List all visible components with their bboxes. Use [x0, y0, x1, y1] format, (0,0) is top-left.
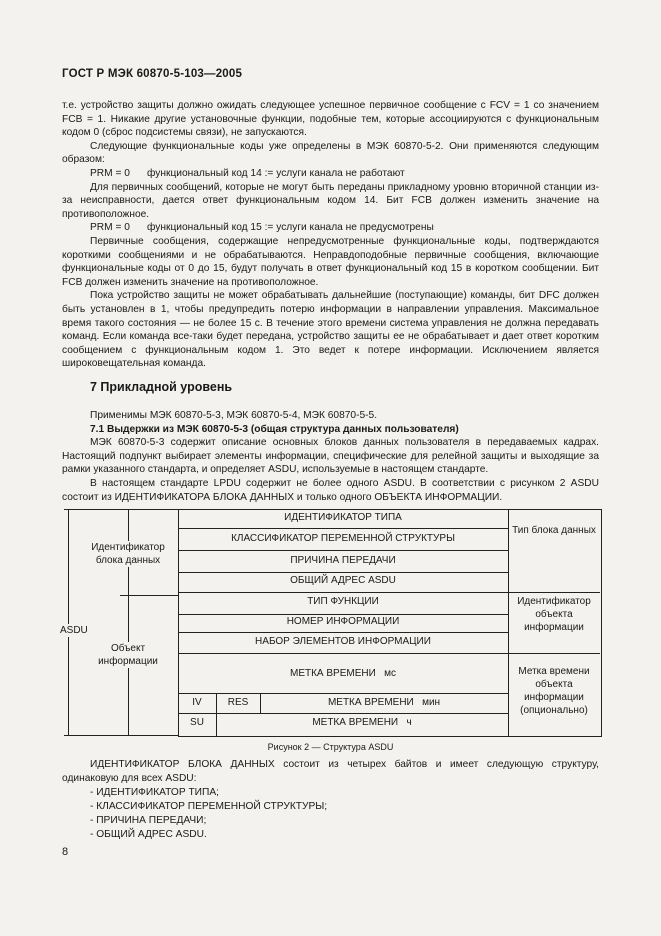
- list-item: - ПРИЧИНА ПЕРЕДАЧИ;: [90, 815, 207, 826]
- paragraph: Применимы МЭК 60870-5-3, МЭК 60870-5-4, МЭК 60870-5-5.: [90, 410, 378, 421]
- row-line: [178, 614, 508, 615]
- cell-res: RES: [227, 697, 249, 708]
- section-title: 7 Прикладной уровень: [90, 380, 233, 394]
- paragraph: Первичные сообщения, содержащие непредусмотренные функциональные коды, подтверждаются короткими сообщениями и не обрабатываются. Неправдоподобные первичные сообщения, включающие функциональные коды от 0 до 15, будут получать в ответ функциональный код 15 в коротком сообщении. Бит FCB должен изменить значение на противоположное.: [62, 235, 599, 288]
- row-line: [178, 653, 600, 654]
- row-info-elements: НАБОР ЭЛЕМЕНТОВ ИНФОРМАЦИИ: [255, 636, 431, 647]
- figure-caption: Рисунок 2 — Структура ASDU: [267, 742, 394, 752]
- prm-code: PRM = 0: [90, 222, 130, 234]
- row-line: [178, 528, 508, 529]
- block-id-label: Идентификатор блока данных: [80, 541, 176, 567]
- leader-line: [120, 595, 178, 596]
- paragraph: ИДЕНТИФИКАТОР БЛОКА ДАННЫХ состоит из четырех байтов и имеет следующую структуру, одинаковую для всех ASDU:: [62, 759, 599, 784]
- prm-code: PRM = 0: [90, 167, 130, 179]
- document-header: ГОСТ Р МЭК 60870-5-103—2005: [62, 68, 243, 80]
- timestamp-label: Метка времени объекта информации (опционально): [518, 666, 590, 716]
- prm-line: [62, 167, 599, 181]
- leader-line: [64, 735, 178, 736]
- row-info-number: НОМЕР ИНФОРМАЦИИ: [286, 616, 400, 627]
- page-number: 8: [62, 846, 69, 858]
- row-function-type: ТИП ФУНКЦИИ: [307, 596, 379, 607]
- list-item: - КЛАССИФИКАТОР ПЕРЕМЕННОЙ СТРУКТУРЫ;: [90, 801, 328, 812]
- asdu-bracket-line: [68, 510, 69, 736]
- info-object-label: Объект информации: [90, 642, 166, 668]
- after-figure-text: [62, 758, 599, 842]
- row-cot: ПРИЧИНА ПЕРЕДАЧИ: [290, 555, 396, 566]
- upper-text-block: [62, 99, 599, 371]
- cell-iv: IV: [192, 697, 202, 708]
- row-type-id: ИДЕНТИФИКАТОР ТИПА: [284, 512, 402, 523]
- paragraph: В настоящем стандарте LPDU содержит не более одного ASDU. В соответствии с рисунком 2 ASDU состоит из ИДЕНТИФИКАТОРА БЛОКА ДАННЫХ и только одного ОБЪЕКТА ИНФОРМАЦИИ.: [62, 477, 599, 503]
- row-common-address: ОБЩИЙ АДРЕС ASDU: [290, 575, 396, 586]
- subsection-title: 7.1 Выдержки из МЭК 60870-5-3 (общая структура данных пользователя): [90, 423, 459, 435]
- row-vsq: КЛАССИФИКАТОР ПЕРЕМЕННОЙ СТРУКТУРЫ: [231, 533, 455, 544]
- asdu-structure-figure: [60, 506, 600, 738]
- paragraph: Пока устройство защиты не может обрабатывать дальнейшие (поступающие) команды, бит DFC должен быть установлен в 1, чтобы предупредить потерю информации в направлении управления. Максимальное время такого состояния — не более 15 с. В течение этого времени система управления не должна передавать команд. Если команда все-таки будет передана, устройство защиты ее не обрабатывает и дает ответ коротким сообщением с функциональным кодом 1. Это ведет к потере информации. Исключением является широковещательная команда.: [62, 290, 599, 370]
- paragraph: т.е. устройство защиты должно ожидать следующее успешное первичное сообщение с FCV = 1 со значением FCB = 1. Никакие другие установочные функции, подобные тем, которые ассоциируются с функциональным кодом 0 (сброс подсистемы связи), не запускаются.: [62, 100, 599, 139]
- prm-line: [62, 221, 599, 235]
- list-item: - ИДЕНТИФИКАТОР ТИПА;: [90, 787, 219, 798]
- row-timestamp-ms: МЕТКА ВРЕМЕНИ мс: [289, 668, 396, 679]
- prm-text: функциональный код 14 := услуги канала не работают: [147, 167, 405, 179]
- cell-timestamp-min: МЕТКА ВРЕМЕНИ мин: [327, 697, 441, 708]
- cell-su: SU: [190, 717, 204, 728]
- row-line: [178, 592, 600, 593]
- leader-line: [64, 509, 178, 510]
- paragraph: Следующие функциональные коды уже определены в МЭК 60870-5-2. Они применяются следующим образом:: [62, 140, 599, 166]
- block-type-label: Тип блока данных: [512, 525, 596, 536]
- row-line: [178, 632, 508, 633]
- paragraph: МЭК 60870-5-3 содержит описание основных блоков данных пользователя в передаваемых кадрах. Настоящий подпункт выбирает элементы информации, специфические для релейной защиты и выходящие за рамки указанного стандарта, и определяет ASDU, используемые в настоящем стандарте.: [62, 437, 599, 476]
- list-item: - ОБЩИЙ АДРЕС ASDU.: [90, 829, 207, 840]
- row-line: [178, 713, 508, 714]
- row-line: [178, 550, 508, 551]
- object-id-label: Идентификатор объекта информации: [517, 596, 591, 633]
- paragraph: Для первичных сообщений, которые не могут быть переданы прикладному уровню вторичной станции из-за неисправности, дается ответ функциональным кодом 14. Бит FCB должен изменить значение на противоположное.: [62, 181, 599, 220]
- section-text-block: [62, 409, 599, 504]
- cell-timestamp-h: МЕТКА ВРЕМЕНИ ч: [312, 717, 412, 728]
- asdu-label: ASDU: [60, 625, 88, 636]
- prm-text: функциональный код 15 := услуги канала не предусмотрены: [147, 222, 434, 234]
- row-line: [178, 572, 508, 573]
- row-line: [178, 693, 508, 694]
